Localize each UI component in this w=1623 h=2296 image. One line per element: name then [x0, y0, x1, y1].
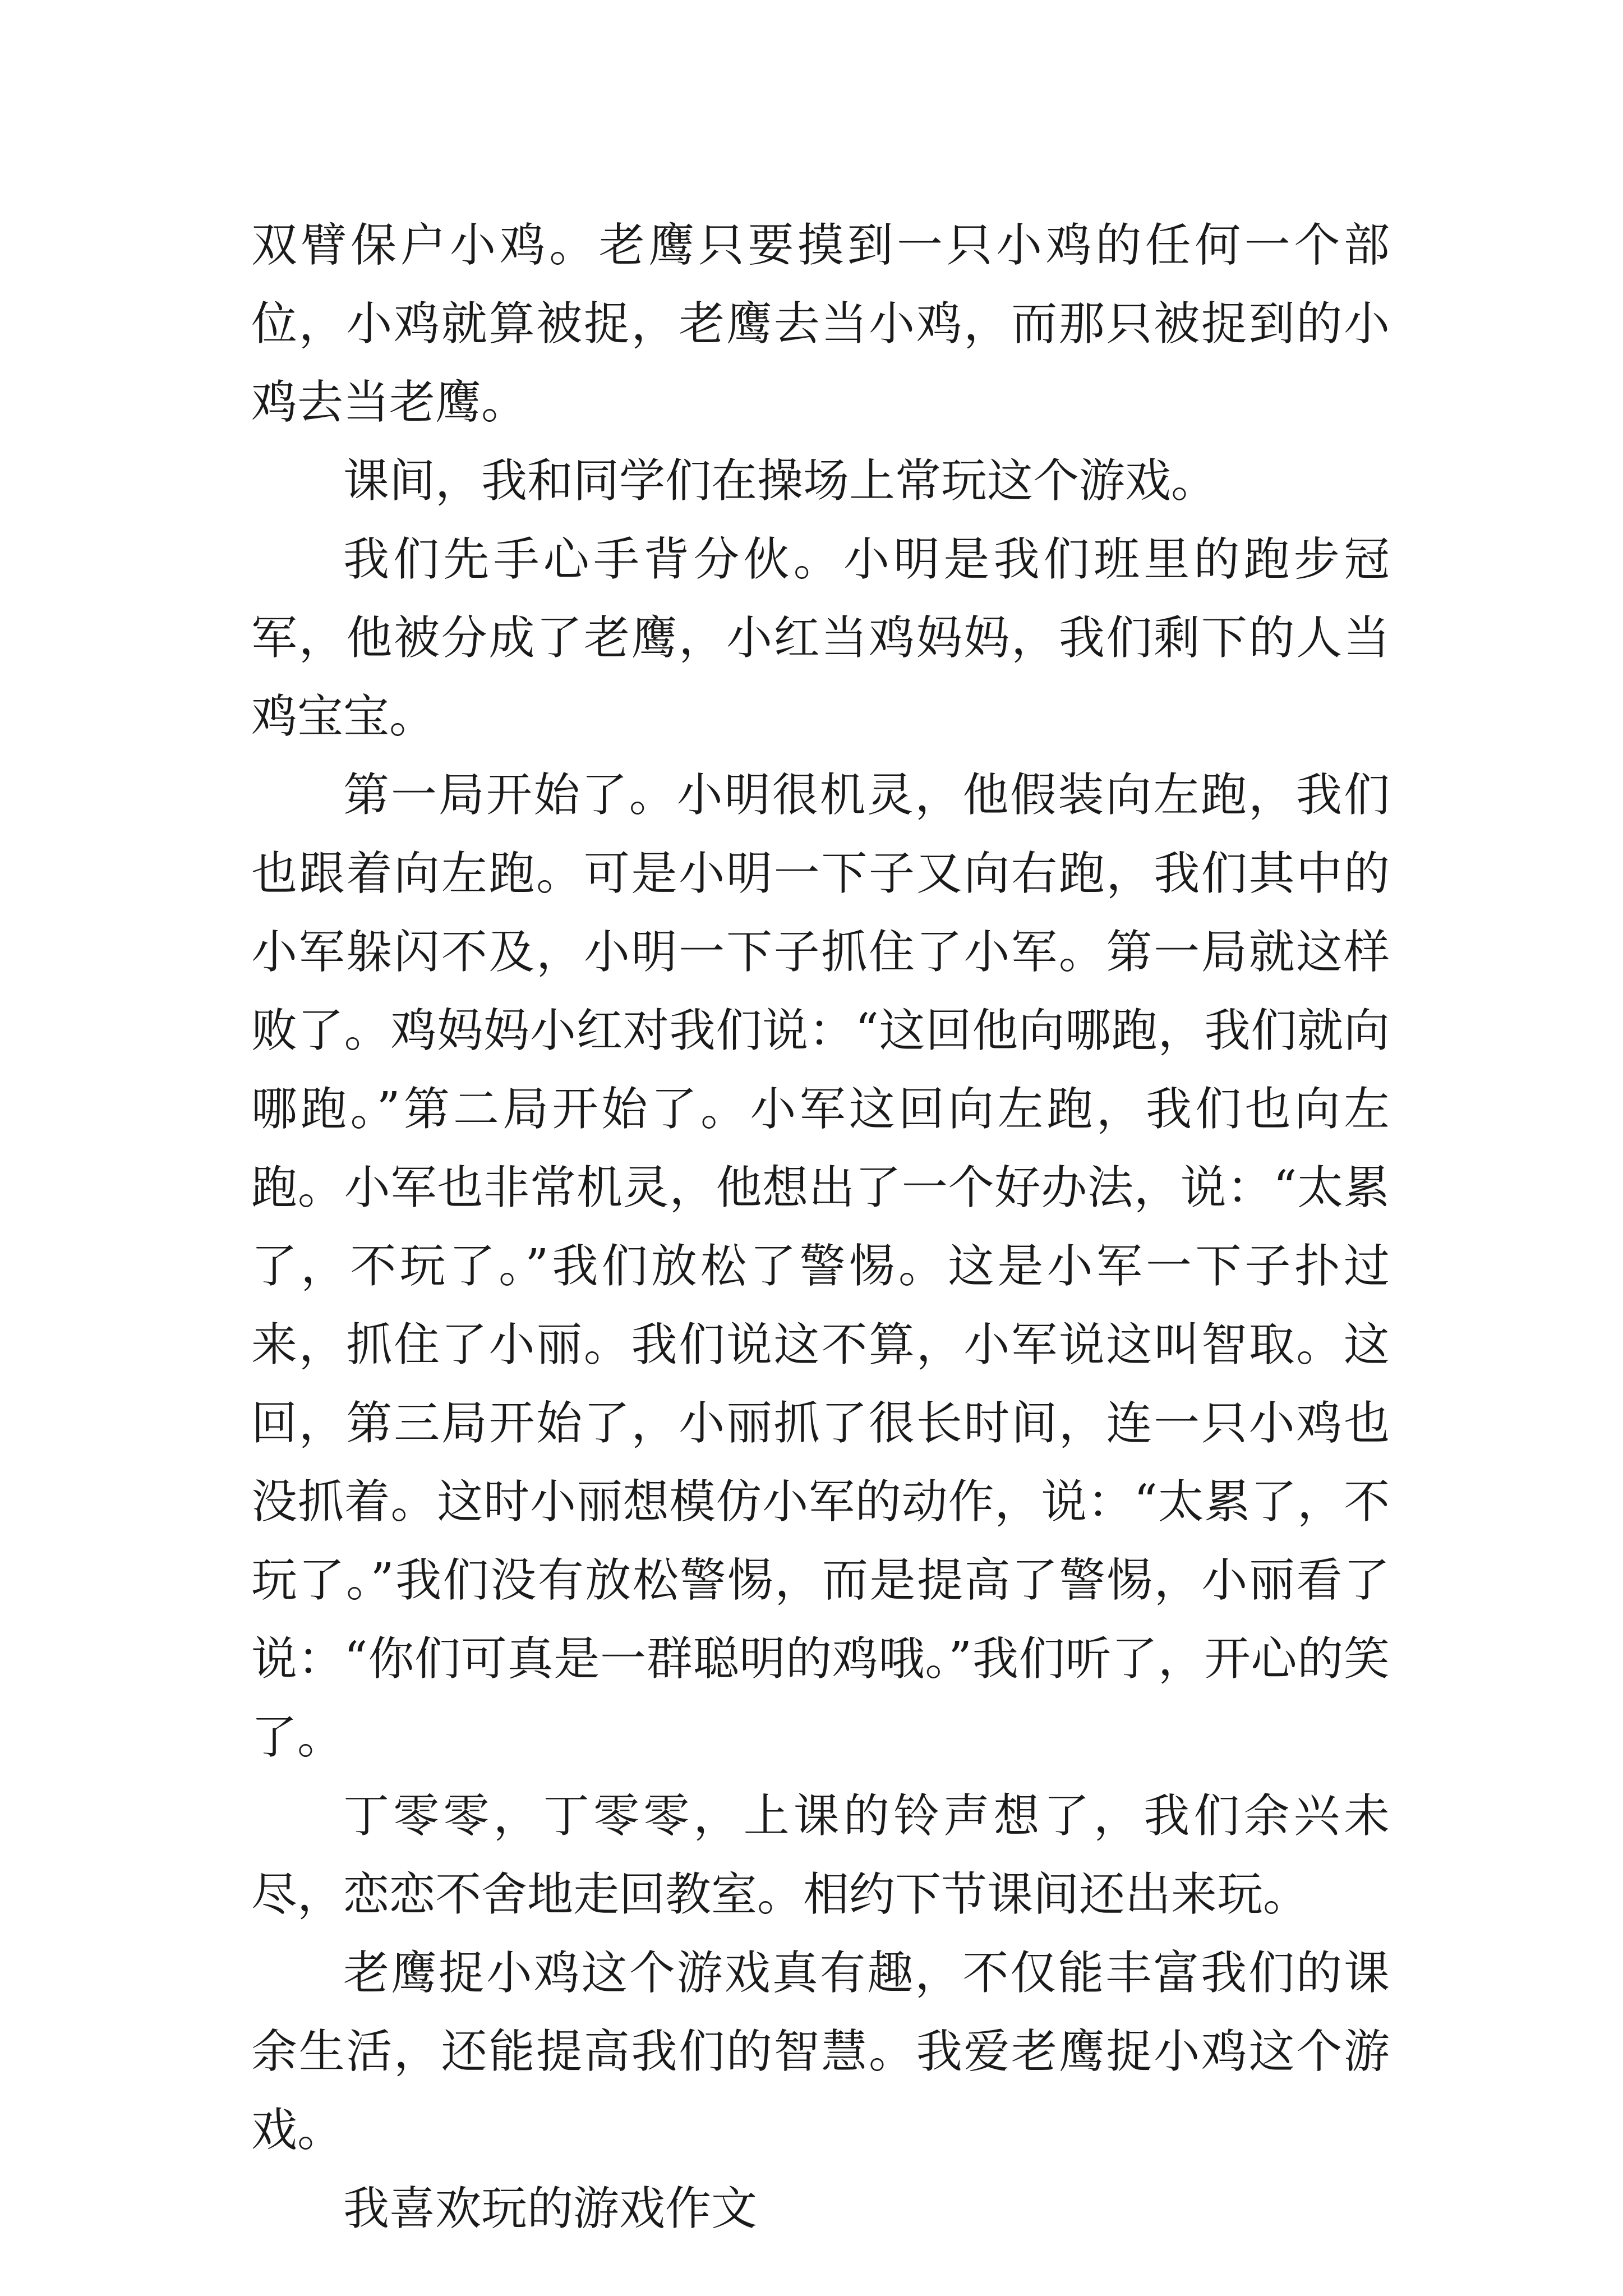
paragraph: 老鹰捉小鸡这个游戏真有趣，不仅能丰富我们的课余生活，还能提高我们的智慧。我爱老鹰捉小鸡这个游戏。 [251, 1947, 1390, 2157]
paragraph: 第一局开始了。小明很机灵，他假装向左跑，我们也跟着向左跑。可是小明一下子又向右跑，我们其中的小军躲闪不及，小明一下子抓住了小军。第一局就这样败了。鸡妈妈小红对我们说：“这回他向哪跑，我们就向哪跑。”第二局开始了。小军这回向左跑，我们也向左跑。小军也非常机灵，他想出了一个好办法，说：“太累了，不玩了。”我们放松了警惕。这是小军一下子扑过来，抓住了小丽。我们说这不算，小军说这叫智取。这回，第三局开始了，小丽抓了很长时间，连一只小鸡也没抓着。这时小丽想模仿小军的动作，说：“太累了，不玩了。”我们没有放松警惕，而是提高了警惕，小丽看了说：“你们可真是一群聪明的鸡哦。”我们听了，开心的笑了。 [251, 769, 1390, 1764]
paragraph-continuation: 双臂保户小鸡。老鹰只要摸到一只小鸡的任何一个部位，小鸡就算被捉，老鹰去当小鸡，而那只被捉到的小鸡去当老鹰。 [251, 219, 1390, 429]
paragraph: 丁零零，丁零零，上课的铃声想了，我们余兴未尽，恋恋不舍地走回教室。相约下节课间还出来玩。 [251, 1789, 1390, 1921]
document-body [251, 206, 1390, 2248]
section-title: 我喜欢玩的游戏作文 [343, 2182, 758, 2235]
paragraph: 课间，我和同学们在操场上常玩这个游戏。 [343, 454, 1218, 508]
paragraph: 我们先手心手背分伙。小明是我们班里的跑步冠军，他被分成了老鹰，小红当鸡妈妈，我们剩下的人当鸡宝宝。 [251, 533, 1390, 743]
